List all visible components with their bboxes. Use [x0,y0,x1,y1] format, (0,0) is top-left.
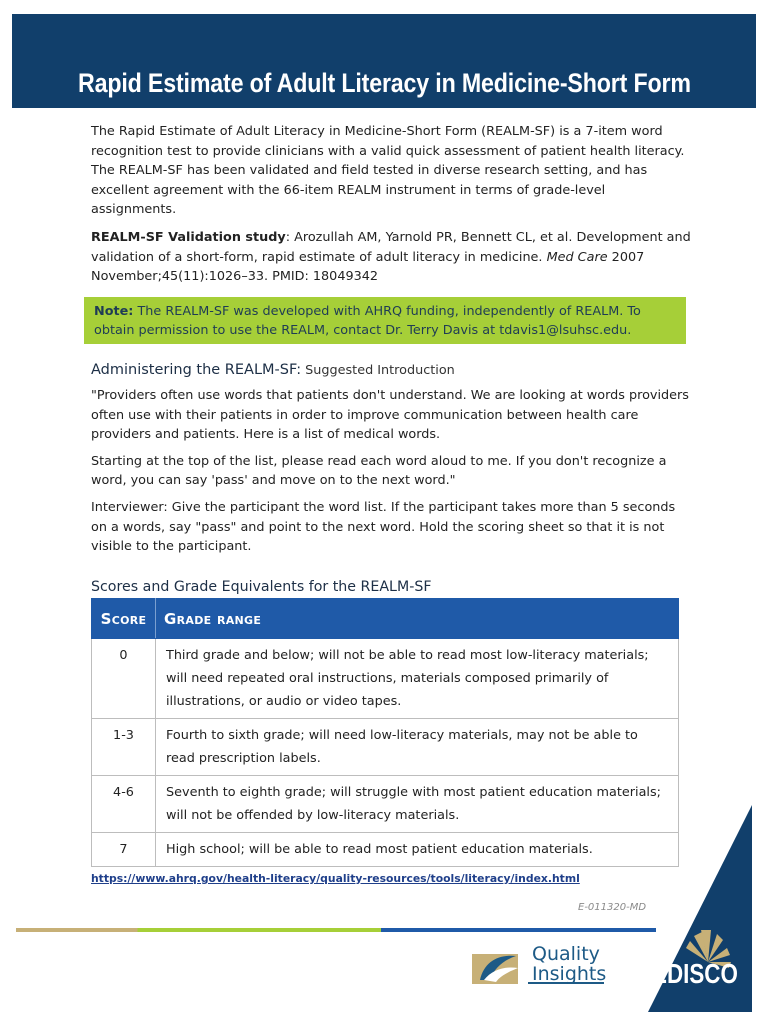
administering-subheading: Suggested Introduction [301,363,455,378]
column-header-grade-range: Grade range [156,599,679,639]
scores-heading: Scores and Grade Equivalents for the REALM-SF [91,579,432,595]
intro-paragraph: The Rapid Estimate of Adult Literacy in Medicine-Short Form (REALM-SF) is a 7-item word recognition test to provide clinicians with a valid quick assessment of patient health literacy. The REALM-SF has been validated and field tested in diverse research setting, and has excellent agreement with the 66-item REALM instrument in terms of grade-level assignments. [91,124,685,218]
quality-insights-line1: Quality [532,943,600,965]
source-link[interactable]: https://www.ahrq.gov/health-literacy/quality-resources/tools/literacy/index.html [91,872,580,885]
note-text: The REALM-SF was developed with AHRQ funding, independently of REALM. To obtain permission to use the REALM, contact Dr. Terry Davis at tdavis1@lsuhsc.edu. [94,304,641,338]
admin-paragraph: Starting at the top of the list, please read each word aloud to me. If you don't recognize a word, you can say 'pass' and move on to the next word." [91,453,667,489]
grade-range-cell: Third grade and below; will not be able to read most low-literacy materials; will need repeated oral instructions, materials composed primarily of illustrations, or audio or video tapes. [156,639,679,719]
quality-insights-wordmark [532,944,606,984]
document-code: E-011320-MD [578,902,647,913]
column-header-score: Score [92,599,156,639]
edisco-logo: EDISCO [652,958,738,989]
score-cell: 0 [92,639,156,719]
score-cell: 7 [92,833,156,867]
citation-label: REALM-SF Validation study [91,229,286,245]
score-cell: 4-6 [92,776,156,833]
citation-journal: Med Care [546,249,608,265]
score-cell: 1-3 [92,719,156,776]
quality-insights-line2: Insights [532,963,607,985]
administering-heading-main: Administering the REALM-SF: [91,362,302,378]
citation-text: : Arozullah AM, Yarnold PR, Bennett CL, et al. Development and validation of a short-form, rapid estimate of adult literacy in medicine. [91,229,691,265]
admin-paragraph: Interviewer: Give the participant the word list. If the participant takes more than 5 seconds on a words, say "pass" and point to the next word. Hold the scoring sheet so that it is not visible to the participant. [91,499,676,555]
grade-range-cell: Seventh to eighth grade; will struggle with most patient education materials; will not be offended by low-literacy materials. [156,776,679,833]
grade-range-cell: High school; will be able to read most patient education materials. [156,833,679,867]
admin-paragraph: "Providers often use words that patients don't understand. We are looking at words providers often use with their patients in order to improve communication between health care providers and patients. Here is a list of medical words. [91,388,689,443]
page-title: Rapid Estimate of Adult Literacy in Medicine-Short Form [78,68,691,98]
note-label: Note: [94,304,134,319]
grade-range-cell: Fourth to sixth grade; will need low-literacy materials, may not be able to read prescription labels. [156,719,679,776]
citation-text-after: 2007 November;45(11):1026–33. PMID: 18049342 [91,249,645,285]
